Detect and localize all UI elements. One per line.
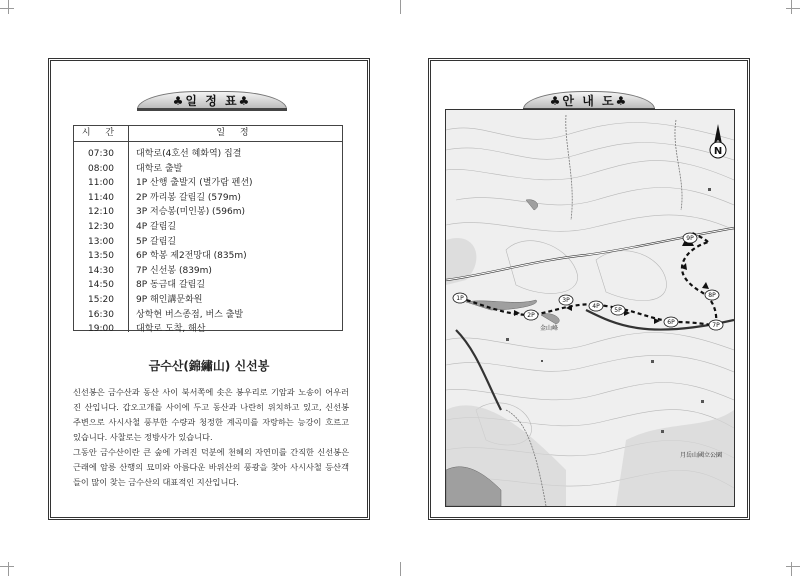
schedule-item: 대학로 도착, 해산: [136, 324, 206, 335]
crop-mark: [786, 8, 800, 9]
schedule-item: 7P 신선봉 (839m): [136, 265, 212, 276]
schedule-item: 3P 저승봉(미인봉) (596m): [136, 207, 246, 218]
schedule-row: [74, 322, 342, 337]
waypoint-6p: 6P: [667, 319, 675, 326]
schedule-title-rule: [137, 108, 287, 111]
schedule-item: 2P 까리봉 갈림길 (579m): [136, 192, 241, 203]
route-map: [445, 109, 735, 507]
schedule-time: 13:00: [88, 236, 114, 247]
waypoint-4p: 4P: [592, 303, 600, 310]
crop-mark: [8, 0, 9, 14]
schedule-time: 11:00: [88, 178, 114, 189]
waypoint-7p: 7P: [712, 322, 720, 329]
schedule-table-header: [74, 126, 342, 142]
schedule-time: 11:40: [88, 192, 114, 203]
schedule-row: [74, 147, 342, 162]
waypoint-8p: 8P: [708, 292, 716, 299]
schedule-time: 19:00: [88, 324, 114, 335]
schedule-time: 13:50: [88, 251, 114, 262]
schedule-item: 상학현 버스종점, 버스 출발: [136, 309, 244, 320]
header-item: 일 정: [216, 128, 255, 138]
map-peak-label: 金山峰: [540, 325, 559, 332]
waypoint-3p: 3P: [562, 297, 570, 304]
schedule-row: [74, 308, 342, 323]
waypoint-2p: 2P: [527, 312, 535, 319]
schedule-item: 4P 갈림길: [136, 222, 177, 232]
schedule-row: [74, 220, 342, 235]
north-label: N: [713, 146, 723, 157]
peak-description: [73, 385, 349, 490]
schedule-row: [74, 176, 342, 191]
guide-map-page: [428, 58, 750, 520]
schedule-row: [74, 191, 342, 206]
schedule-time: 15:20: [88, 295, 114, 305]
peak-paragraph: 신선봉은 금수산과 동산 사이 북서쪽에 솟은 봉우리로 기암과 노송이 어우러진 산입니다. 갑오고개를 사이에 두고 동산과 나란히 위치하고 있고, 신선봉 주변으로 사시사철 풍부한 수량과 청정한 계곡미를 자랑하는 능강이 흐르고 있습니다. 사찰로는 정방사가 있습니다.: [73, 387, 349, 442]
schedule-title: ♣일 정 표♣: [137, 91, 287, 109]
schedule-item: 대학로(4호선 혜화역) 집결: [136, 149, 242, 159]
map-image: [446, 110, 734, 506]
schedule-time: 07:30: [88, 149, 114, 159]
header-time: 시 간: [74, 126, 129, 141]
schedule-item: 6P 학봉 제2전망대 (835m): [136, 251, 247, 262]
crop-mark: [791, 0, 792, 14]
map-park-label: 月岳山國立公園: [680, 452, 723, 459]
peak-title: 금수산(錦繡山) 신선봉: [148, 359, 270, 373]
schedule-item: 9P 해인講문화원: [136, 295, 203, 305]
crop-mark: [400, 562, 401, 576]
peak-paragraph: 그동안 금수산이란 큰 숲에 가려진 덕분에 천혜의 자연미를 간직한 신선봉은 근래에 암릉 산행의 묘미와 아름다운 바위산의 풍광을 찾아 사시사철 등산객들이 많이 찾는 금수산의 대표적인 지산입니다.: [73, 447, 349, 487]
crop-mark: [8, 562, 9, 576]
crop-mark: [0, 8, 14, 9]
schedule-item: 5P 갈림길: [136, 236, 177, 247]
schedule-row: [74, 264, 342, 279]
schedule-item: 1P 산행 출발지 (별가람 펜션): [136, 178, 253, 189]
schedule-time: 08:00: [88, 163, 114, 174]
waypoint-1p: 1P: [456, 295, 464, 302]
schedule-time: 12:10: [88, 207, 114, 218]
crop-mark: [791, 562, 792, 576]
schedule-row: [74, 293, 342, 308]
schedule-item: 8P 동금대 갈림길: [136, 280, 206, 291]
schedule-item: 대학로 출발: [136, 163, 183, 174]
schedule-row: [74, 278, 342, 293]
schedule-time: 16:30: [88, 309, 114, 320]
schedule-row: [74, 205, 342, 220]
schedule-time: 12:30: [88, 222, 114, 232]
crop-mark: [0, 566, 14, 567]
crop-mark: [400, 0, 401, 14]
schedule-page: [48, 58, 370, 520]
waypoint-9p: 9P: [686, 235, 694, 242]
schedule-row: [74, 235, 342, 250]
waypoint-5p: 5P: [614, 307, 622, 314]
guide-title: ♣안 내 도♣: [523, 91, 655, 109]
crop-mark: [786, 566, 800, 567]
schedule-row: [74, 162, 342, 177]
schedule-time: 14:30: [88, 265, 114, 276]
schedule-table: [73, 125, 343, 335]
schedule-row: [74, 249, 342, 264]
schedule-time: 14:50: [88, 280, 114, 291]
schedule-table-body: [74, 142, 342, 335]
